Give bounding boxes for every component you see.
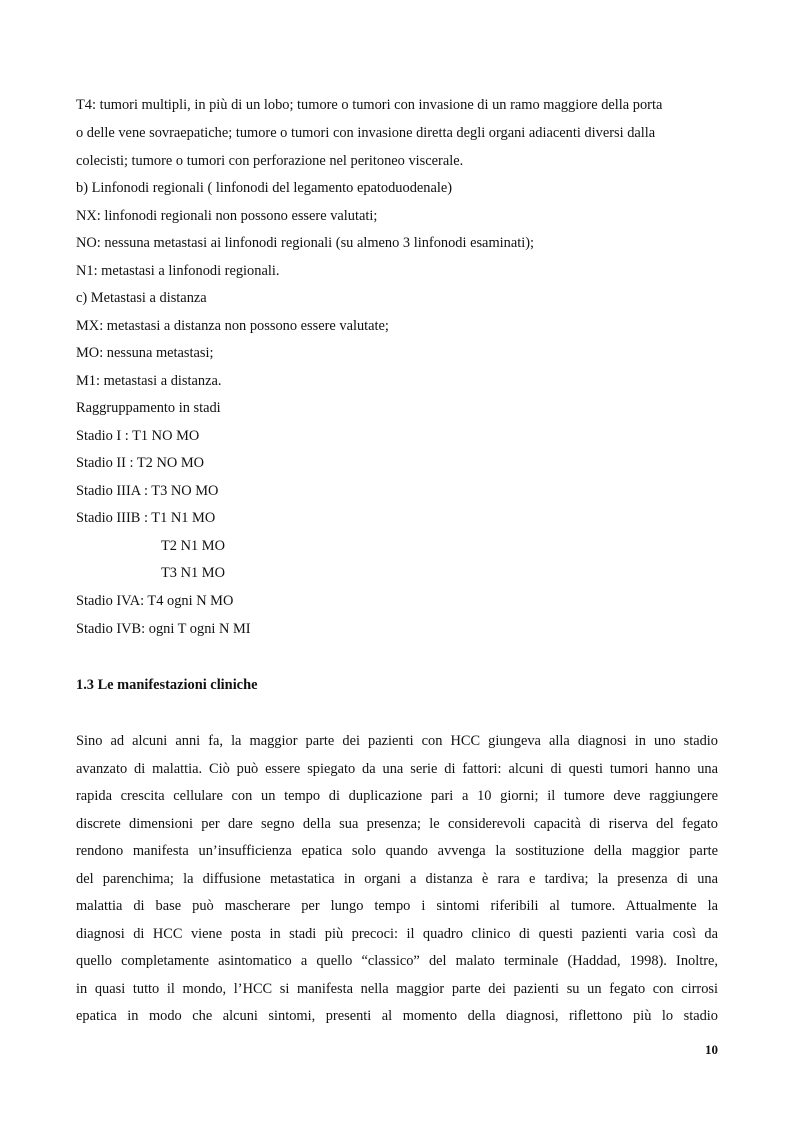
stage-line: Stadio IIIB : T1 N1 MO xyxy=(76,510,216,526)
paragraph-line: avanzato di malattia. Ciò può essere spiegato da una serie di fattori: alcuni di questi tumori hanno una xyxy=(76,761,718,777)
paragraph-line: epatica in modo che alcuni sintomi, presenti al momento della diagnosi, riflettono più lo stadio xyxy=(76,1008,718,1024)
text-line: b) Linfonodi regionali ( linfonodi del legamento epatoduodenale) xyxy=(76,180,453,196)
stage-line: Stadio IVA: T4 ogni N MO xyxy=(76,593,234,609)
text-line: M1: metastasi a distanza. xyxy=(76,373,222,389)
text-line: MO: nessuna metastasi; xyxy=(76,345,214,361)
text-line: MX: metastasi a distanza non possono essere valutate; xyxy=(76,318,389,334)
stage-line: Stadio IIIA : T3 NO MO xyxy=(76,483,219,499)
text-line: T4: tumori multipli, in più di un lobo; tumore o tumori con invasione di un ramo maggiore della porta xyxy=(76,97,663,113)
stage-line: T3 N1 MO xyxy=(161,565,225,581)
paragraph-line: Sino ad alcuni anni fa, la maggior parte dei pazienti con HCC giungeva alla diagnosi in uno stadio xyxy=(76,733,718,749)
paragraph-line: quello completamente asintomatico a quello “classico” del malato terminale (Haddad, 1998). Inoltre, xyxy=(76,953,718,969)
stage-line: T2 N1 MO xyxy=(161,538,225,554)
paragraph-line: diagnosi di HCC viene posta in stadi più precoci: il quadro clinico di questi pazienti varia così da xyxy=(76,926,718,942)
text-line: colecisti; tumore o tumori con perforazione nel peritoneo viscerale. xyxy=(76,153,464,169)
text-line: NX: linfonodi regionali non possono essere valutati; xyxy=(76,208,378,224)
paragraph-line: discrete dimensioni per dare segno della sua presenza; le considerevoli capacità di riserva del fegato xyxy=(76,816,718,832)
paragraph-line: del parenchima; la diffusione metastatica in organi a distanza è rara e tardiva; la presenza di una xyxy=(76,871,718,887)
stage-line: Stadio IVB: ogni T ogni N MI xyxy=(76,621,251,637)
stage-line: Stadio II : T2 NO MO xyxy=(76,455,205,471)
text-line: N1: metastasi a linfonodi regionali. xyxy=(76,263,280,279)
text-line: c) Metastasi a distanza xyxy=(76,290,207,306)
page-number: 10 xyxy=(705,1042,718,1057)
section-heading: 1.3 Le manifestazioni cliniche xyxy=(76,677,258,693)
paragraph-line: rapida crescita cellulare con un tempo di duplicazione pari a 10 giorni; il tumore deve raggiungere xyxy=(76,788,718,804)
paragraph-line: malattia di base può mascherare per lungo tempo i sintomi riferibili al tumore. Attualmente la xyxy=(76,898,718,914)
text-line: o delle vene sovraepatiche; tumore o tumori con invasione diretta degli organi adiacenti diversi dalla xyxy=(76,125,656,141)
text-line: NO: nessuna metastasi ai linfonodi regionali (su almeno 3 linfonodi esaminati); xyxy=(76,235,535,251)
text-line: Raggruppamento in stadi xyxy=(76,400,221,416)
paragraph-line: rendono manifesta un’insufficienza epatica solo quando avvenga la sostituzione della maggior parte xyxy=(76,843,718,859)
paragraph-line: in quasi tutto il mondo, l’HCC si manifesta nella maggior parte dei pazienti su un fegato con cirrosi xyxy=(76,981,718,997)
stage-line: Stadio I : T1 NO MO xyxy=(76,428,200,444)
